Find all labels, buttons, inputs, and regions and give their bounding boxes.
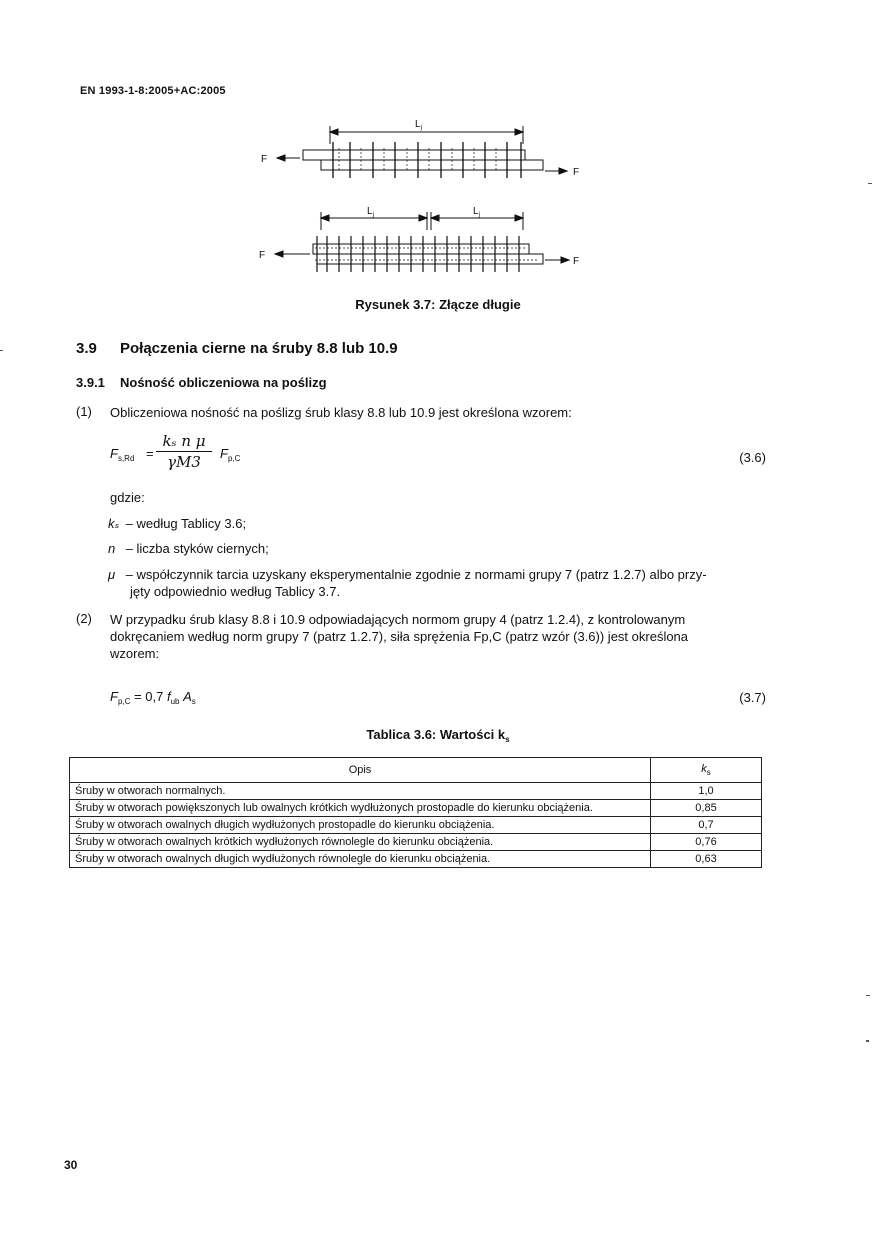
section-heading bbox=[76, 340, 398, 357]
equation-number-3-7: (3.7) bbox=[739, 690, 766, 705]
page-number: 30 bbox=[64, 1158, 78, 1172]
para1-text: Obliczeniowa nośność na poślizg śrub klasy 8.8 lub 10.9 jest określona wzorem: bbox=[110, 405, 572, 420]
subsection-heading bbox=[76, 375, 327, 390]
para1-number: (1) bbox=[76, 404, 92, 419]
row-description: Śruby w otworach owalnych krótkich wydłużonych równolegle do kierunku obciążenia. bbox=[70, 834, 651, 851]
where-label: gdzie: bbox=[110, 490, 145, 505]
eq36-numerator: kₛ n μ bbox=[162, 432, 206, 450]
table-row bbox=[70, 834, 762, 851]
force-label-bottom-left: F bbox=[259, 250, 266, 261]
subsection-number: 3.9.1 bbox=[76, 375, 105, 390]
row-value: 0,76 bbox=[651, 834, 762, 851]
equation-3-6 bbox=[110, 430, 260, 485]
table-header-desc: Opis bbox=[70, 758, 651, 783]
row-description: Śruby w otworach owalnych długich wydłużonych równolegle do kierunku obciążenia. bbox=[70, 851, 651, 868]
eq36-equals: = bbox=[146, 446, 154, 461]
document-code: EN 1993-1-8:2005+AC:2005 bbox=[80, 85, 226, 97]
equation-3-7: $F_{p,C} = 0,7$ $f_{ub}$ $A_s$ bbox=[110, 689, 196, 706]
force-label-top-left: F bbox=[261, 154, 268, 165]
section-number: 3.9 bbox=[76, 340, 97, 357]
row-description: Śruby w otworach powiększonych lub owalnych krótkich wydłużonych prostopadle do kierunku obciążenia. bbox=[70, 800, 651, 817]
scan-mark bbox=[866, 995, 870, 996]
ks-values-table bbox=[69, 757, 762, 868]
table-row bbox=[70, 783, 762, 800]
equation-number-3-6: (3.6) bbox=[739, 450, 766, 465]
eq36-denominator: γM3 bbox=[167, 453, 201, 471]
row-value: 0,85 bbox=[651, 800, 762, 817]
row-description: Śruby w otworach owalnych długich wydłużonych prostopadle do kierunku obciążenia. bbox=[70, 817, 651, 834]
table-caption: Tablica 3.6: Wartości $k_s$ bbox=[366, 727, 510, 744]
eq36-lhs: $F_{s,Rd}$ bbox=[110, 446, 135, 463]
row-description: Śruby w otworach normalnych. bbox=[70, 783, 651, 800]
long-joint-figure bbox=[255, 118, 595, 283]
length-label-top: $L_j$ bbox=[415, 119, 422, 131]
where-item-mu: μ – współczynnik tarcia uzyskany eksperymentalnie zgodnie z normami grupy 7 (patrz 1.2.7) albo przy- bbox=[108, 567, 707, 582]
force-label-top-right: F bbox=[573, 167, 580, 178]
table-row bbox=[70, 800, 762, 817]
para2-line1: W przypadku śrub klasy 8.8 i 10.9 odpowiadających normom grupy 4 (patrz 1.2.4), z kontrolowanym bbox=[110, 612, 686, 627]
force-label-bottom-right: F bbox=[573, 256, 580, 267]
scan-mark bbox=[868, 183, 872, 184]
eq36-fraction bbox=[156, 432, 212, 471]
para2-number: (2) bbox=[76, 611, 92, 626]
subsection-title: Nośność obliczeniowa na poślizg bbox=[120, 375, 327, 390]
para2-text bbox=[110, 611, 770, 662]
table-row bbox=[70, 817, 762, 834]
row-value: 0,63 bbox=[651, 851, 762, 868]
length-label-bottom-1: $L_j$ bbox=[367, 206, 374, 218]
para2-line2: dokręcaniem według norm grupy 7 (patrz 1.2.7), siła sprężenia Fp,C (patrz wzór (3.6)) jest określona bbox=[110, 629, 689, 644]
figure-caption: Rysunek 3.7: Złącze długie bbox=[355, 297, 521, 312]
where-item-ks: kₛ – według Tablicy 3.6; bbox=[108, 516, 247, 531]
table-row bbox=[70, 851, 762, 868]
row-value: 1,0 bbox=[651, 783, 762, 800]
fraction-bar bbox=[156, 451, 212, 452]
length-label-bottom-2: $L_j$ bbox=[473, 206, 480, 218]
para2-line3: wzorem: bbox=[110, 646, 160, 661]
eq36-rhs: $F_{p,C}$ bbox=[220, 446, 241, 463]
where-item-n: n – liczba styków ciernych; bbox=[108, 541, 269, 556]
scan-mark bbox=[0, 350, 3, 351]
where-item-mu-cont: jęty odpowiednio według Tablicy 3.7. bbox=[130, 584, 341, 599]
scan-mark bbox=[866, 1040, 869, 1042]
row-value: 0,7 bbox=[651, 817, 762, 834]
section-title: Połączenia cierne na śruby 8.8 lub 10.9 bbox=[120, 340, 398, 357]
table-header-value: $k_s$ bbox=[651, 758, 762, 783]
